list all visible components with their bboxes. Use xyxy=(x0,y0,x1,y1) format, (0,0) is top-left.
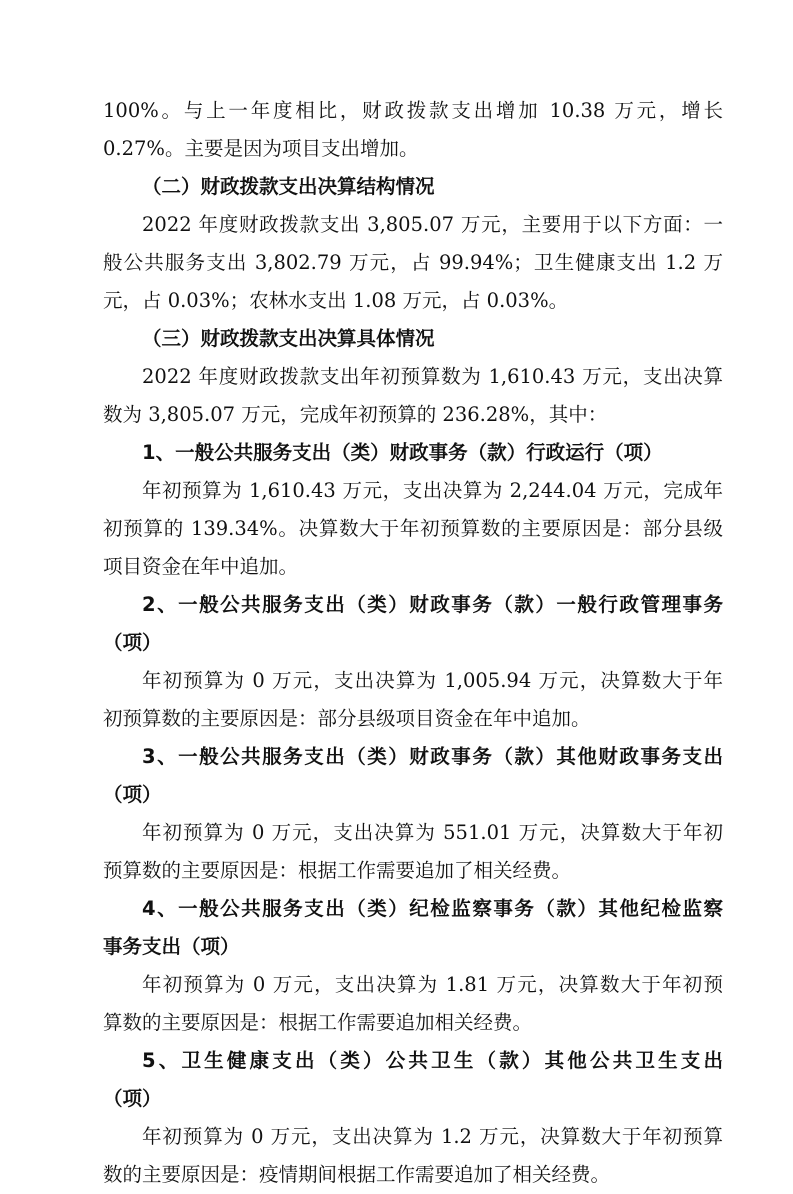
paragraph-line: 年初预算为 0 万元，支出决算为 1,005.94 万元，决算数大于年 xyxy=(142,669,723,692)
section-heading-line: 2、一般公共服务支出（类）财政事务（款）一般行政管理事务 xyxy=(142,593,723,616)
paragraph-line: 元，占 0.03%；农林水支出 1.08 万元，占 0.03%。 xyxy=(103,289,569,312)
paragraph-line: 0.27%。主要是因为项目支出增加。 xyxy=(103,137,419,160)
paragraph-line: 2022 年度财政拨款支出年初预算数为 1,610.43 万元，支出决算 xyxy=(142,365,723,388)
paragraph-line: 年初预算为 0 万元，支出决算为 1.81 万元，决算数大于年初预 xyxy=(142,973,723,996)
section-heading-line: （三）财政拨款支出决算具体情况 xyxy=(142,327,435,350)
section-heading-line: 4、一般公共服务支出（类）纪检监察事务（款）其他纪检监察 xyxy=(142,897,723,920)
paragraph-line: 初预算的 139.34%。决算数大于年初预算数的主要原因是：部分县级 xyxy=(103,517,723,540)
paragraph-line: 100%。与上一年度相比，财政拨款支出增加 10.38 万元，增长 xyxy=(103,99,723,122)
section-heading-line: 3、一般公共服务支出（类）财政事务（款）其他财政事务支出 xyxy=(142,745,723,768)
section-heading-line: （项） xyxy=(103,783,162,806)
paragraph-line: 项目资金在年中追加。 xyxy=(103,555,299,578)
paragraph-line: 初预算数的主要原因是：部分县级项目资金在年中追加。 xyxy=(103,707,591,730)
paragraph-line: 年初预算为 0 万元，支出决算为 551.01 万元，决算数大于年初 xyxy=(142,821,723,844)
section-heading-line: （二）财政拨款支出决算结构情况 xyxy=(142,175,435,198)
paragraph-line: 年初预算为 1,610.43 万元，支出决算为 2,244.04 万元，完成年 xyxy=(142,479,723,502)
section-heading-line: 事务支出（项） xyxy=(103,935,240,958)
section-heading-line: （项） xyxy=(103,631,162,654)
paragraph-line: 数的主要原因是：疫情期间根据工作需要追加了相关经费。 xyxy=(103,1163,611,1186)
paragraph-line: 般公共服务支出 3,802.79 万元，占 99.94%；卫生健康支出 1.2 万 xyxy=(103,251,723,274)
paragraph-line: 预算数的主要原因是：根据工作需要追加了相关经费。 xyxy=(103,859,572,882)
paragraph-line: 算数的主要原因是：根据工作需要追加相关经费。 xyxy=(103,1011,533,1034)
paragraph-line: 2022 年度财政拨款支出 3,805.07 万元，主要用于以下方面：一 xyxy=(142,213,723,236)
section-heading-line: 1、一般公共服务支出（类）财政事务（款）行政运行（项） xyxy=(142,441,663,464)
section-heading-line: 5、卫生健康支出（类）公共卫生（款）其他公共卫生支出 xyxy=(142,1049,723,1072)
section-heading-line: （项） xyxy=(103,1087,162,1110)
paragraph-line: 数为 3,805.07 万元，完成年初预算的 236.28%，其中： xyxy=(103,403,608,426)
paragraph-line: 年初预算为 0 万元，支出决算为 1.2 万元，决算数大于年初预算 xyxy=(142,1125,723,1148)
